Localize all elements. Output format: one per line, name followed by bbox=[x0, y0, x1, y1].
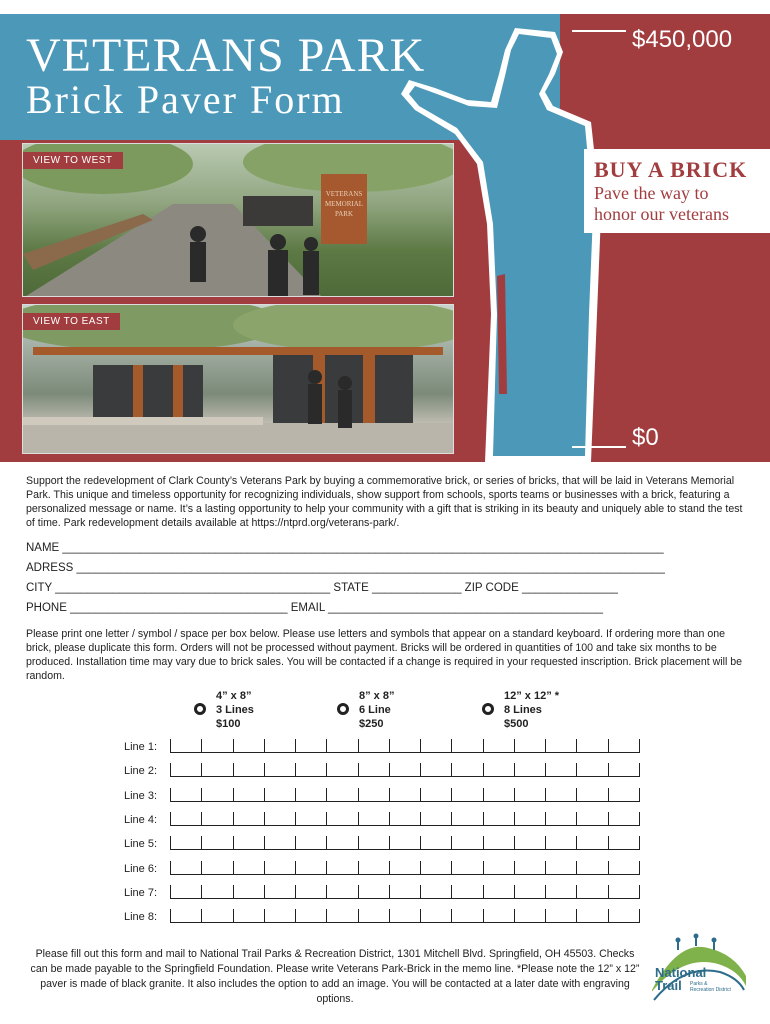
letter-box[interactable] bbox=[609, 739, 640, 753]
letter-box[interactable] bbox=[234, 885, 265, 899]
letter-box[interactable] bbox=[452, 909, 483, 923]
letter-box[interactable] bbox=[265, 788, 296, 802]
letter-box[interactable] bbox=[609, 909, 640, 923]
letter-box[interactable] bbox=[202, 885, 233, 899]
letter-box[interactable] bbox=[171, 788, 202, 802]
letter-box[interactable] bbox=[265, 861, 296, 875]
page-title: VETERANS PARK bbox=[26, 29, 426, 82]
letter-box[interactable] bbox=[359, 788, 390, 802]
letter-box[interactable] bbox=[265, 763, 296, 777]
option-lines: 8 Lines bbox=[504, 704, 542, 716]
letter-box[interactable] bbox=[390, 861, 421, 875]
letter-box[interactable] bbox=[327, 788, 358, 802]
letter-box[interactable] bbox=[171, 763, 202, 777]
letter-box[interactable] bbox=[515, 739, 546, 753]
letter-box[interactable] bbox=[484, 861, 515, 875]
letter-box[interactable] bbox=[296, 788, 327, 802]
letter-box[interactable] bbox=[327, 763, 358, 777]
goal-amount-text: $450,000 bbox=[632, 26, 733, 53]
letter-box[interactable] bbox=[359, 885, 390, 899]
letter-box[interactable] bbox=[327, 885, 358, 899]
letter-boxes bbox=[170, 812, 640, 826]
option-price: $500 bbox=[504, 718, 529, 730]
option-size: 4” x 8” bbox=[216, 690, 252, 702]
letter-box[interactable] bbox=[390, 763, 421, 777]
letter-box[interactable] bbox=[390, 739, 421, 753]
letter-box[interactable] bbox=[515, 861, 546, 875]
letter-box[interactable] bbox=[296, 909, 327, 923]
option-8x8[interactable] bbox=[337, 689, 394, 731]
letter-box[interactable] bbox=[359, 739, 390, 753]
letter-box[interactable] bbox=[577, 861, 608, 875]
letter-box[interactable] bbox=[577, 812, 608, 826]
logo-sub-line2: Recreation District bbox=[690, 987, 731, 993]
option-12x12-text bbox=[504, 689, 559, 731]
letter-box[interactable] bbox=[484, 788, 515, 802]
inscription-line-label: Line 5: bbox=[124, 838, 158, 851]
letter-box[interactable] bbox=[390, 836, 421, 850]
letter-box[interactable] bbox=[296, 763, 327, 777]
start-tick-line bbox=[572, 446, 626, 448]
letter-box[interactable] bbox=[546, 788, 577, 802]
letter-box[interactable] bbox=[171, 909, 202, 923]
sign-line-2: MEMORIAL bbox=[324, 200, 364, 208]
letter-box[interactable] bbox=[296, 861, 327, 875]
buy-a-brick-panel bbox=[584, 149, 770, 233]
letter-box[interactable] bbox=[484, 885, 515, 899]
letter-box[interactable] bbox=[327, 861, 358, 875]
goal-tick-line bbox=[572, 30, 626, 32]
letter-box[interactable] bbox=[202, 861, 233, 875]
inscription-line-label: Line 4: bbox=[124, 813, 158, 826]
logo-name-line1: National bbox=[655, 965, 707, 980]
phone-email-field[interactable]: PHONE __________________________________ EMAIL ___________________________________________ bbox=[26, 602, 604, 614]
letter-boxes bbox=[170, 763, 640, 777]
letter-box[interactable] bbox=[327, 836, 358, 850]
letter-boxes bbox=[170, 739, 640, 753]
letter-box[interactable] bbox=[609, 763, 640, 777]
letter-box[interactable] bbox=[390, 909, 421, 923]
letter-box[interactable] bbox=[234, 812, 265, 826]
letter-box[interactable] bbox=[202, 763, 233, 777]
inscription-line-8 bbox=[124, 909, 640, 923]
letter-box[interactable] bbox=[546, 885, 577, 899]
letter-box[interactable] bbox=[577, 909, 608, 923]
letter-box[interactable] bbox=[609, 788, 640, 802]
letter-box[interactable] bbox=[484, 909, 515, 923]
letter-box[interactable] bbox=[265, 885, 296, 899]
letter-box[interactable] bbox=[234, 909, 265, 923]
letter-box[interactable] bbox=[609, 885, 640, 899]
inscription-line-label: Line 8: bbox=[124, 911, 158, 924]
letter-box[interactable] bbox=[609, 836, 640, 850]
letter-box[interactable] bbox=[171, 836, 202, 850]
letter-box[interactable] bbox=[234, 861, 265, 875]
option-price: $250 bbox=[359, 718, 384, 730]
inscription-line-1 bbox=[124, 739, 640, 753]
letter-box[interactable] bbox=[452, 739, 483, 753]
letter-box[interactable] bbox=[609, 812, 640, 826]
inscription-line-5 bbox=[124, 836, 640, 850]
inscription-line-label: Line 6: bbox=[124, 862, 158, 875]
letter-box[interactable] bbox=[296, 885, 327, 899]
letter-box[interactable] bbox=[577, 763, 608, 777]
letter-box[interactable] bbox=[577, 885, 608, 899]
letter-box[interactable] bbox=[202, 812, 233, 826]
letter-box[interactable] bbox=[234, 763, 265, 777]
radio-4x8[interactable] bbox=[194, 703, 206, 715]
letter-box[interactable] bbox=[421, 885, 452, 899]
letter-box[interactable] bbox=[359, 861, 390, 875]
letter-box[interactable] bbox=[546, 861, 577, 875]
letter-box[interactable] bbox=[171, 812, 202, 826]
letter-box[interactable] bbox=[515, 885, 546, 899]
option-12x12[interactable] bbox=[482, 689, 559, 731]
letter-boxes bbox=[170, 788, 640, 802]
inscription-line-label: Line 1: bbox=[124, 741, 158, 753]
letter-box[interactable] bbox=[609, 861, 640, 875]
letter-box[interactable] bbox=[546, 739, 577, 753]
letter-box[interactable] bbox=[515, 763, 546, 777]
letter-box[interactable] bbox=[452, 812, 483, 826]
letter-box[interactable] bbox=[202, 836, 233, 850]
letter-box[interactable] bbox=[452, 788, 483, 802]
mailing-instructions: Please fill out this form and mail to National Trail Parks & Recreation District, 1301 Mitchell Blvd. Springfield, OH 45503. Checks can be made payable to the Springfield Foundation. Please write Veterans Park-Brick in the memo line. *Please note the 12” x 12” paver is made of black granite. It also includes the option to add an image. You will be contacted at a later date with engraving options. bbox=[30, 948, 640, 1005]
letter-box[interactable] bbox=[421, 836, 452, 850]
sign-line-1: VETERANS bbox=[325, 190, 363, 198]
letter-box[interactable] bbox=[390, 788, 421, 802]
radio-8x8[interactable] bbox=[337, 703, 349, 715]
letter-box[interactable] bbox=[484, 739, 515, 753]
inscription-line-2 bbox=[124, 763, 640, 777]
letter-box[interactable] bbox=[327, 812, 358, 826]
letter-box[interactable] bbox=[359, 763, 390, 777]
letter-box[interactable] bbox=[515, 812, 546, 826]
option-lines: 6 Line bbox=[359, 704, 391, 716]
address-field[interactable]: ADRESS ____________________________________________________________________________________________ bbox=[26, 562, 665, 574]
letter-box[interactable] bbox=[265, 812, 296, 826]
option-size: 8” x 8” bbox=[359, 690, 395, 702]
page-subtitle: Brick Paver Form bbox=[26, 77, 345, 122]
letter-box[interactable] bbox=[202, 909, 233, 923]
letter-box[interactable] bbox=[577, 836, 608, 850]
promo-line-1: Pave the way to bbox=[594, 183, 709, 203]
letter-box[interactable] bbox=[234, 788, 265, 802]
letter-box[interactable] bbox=[359, 812, 390, 826]
goal-amount bbox=[572, 26, 732, 54]
intro-paragraph: Support the redevelopment of Clark County’s Veterans Park by buying a commemorative brick, or series of bricks, that will be laid in Veterans Memorial Park. This unique and timeless opportunity for recognizing individuals, show support from schools, sports teams or businesses with a brick, featuring a personalized message or name. It’s a lasting opportunity to help your community with a gift that is striking in its beauty and uniquely able to stand the test of time. Park redevelopment details available at https://ntprd.org/veterans-park/. bbox=[26, 475, 743, 529]
letter-box[interactable] bbox=[265, 739, 296, 753]
letter-box[interactable] bbox=[421, 788, 452, 802]
start-amount bbox=[572, 424, 659, 452]
letter-box[interactable] bbox=[484, 763, 515, 777]
option-4x8[interactable] bbox=[194, 689, 254, 731]
letter-box[interactable] bbox=[484, 812, 515, 826]
letter-box[interactable] bbox=[327, 909, 358, 923]
letter-box[interactable] bbox=[421, 739, 452, 753]
letter-box[interactable] bbox=[421, 763, 452, 777]
letter-box[interactable] bbox=[171, 885, 202, 899]
option-8x8-text bbox=[359, 689, 394, 731]
letter-box[interactable] bbox=[359, 909, 390, 923]
promo-line-2: honor our veterans bbox=[594, 204, 729, 224]
inscription-line-label: Line 7: bbox=[124, 886, 158, 899]
letter-box[interactable] bbox=[265, 909, 296, 923]
letter-boxes bbox=[170, 909, 640, 923]
city-state-zip-field[interactable]: CITY ___________________________________________ STATE ______________ ZIP CODE _______________ bbox=[26, 582, 618, 594]
radio-12x12[interactable] bbox=[482, 703, 494, 715]
letter-box[interactable] bbox=[296, 812, 327, 826]
letter-box[interactable] bbox=[171, 739, 202, 753]
name-field[interactable]: NAME ______________________________________________________________________________________________ bbox=[26, 542, 664, 554]
letter-box[interactable] bbox=[390, 885, 421, 899]
letter-box[interactable] bbox=[546, 812, 577, 826]
letter-box[interactable] bbox=[296, 739, 327, 753]
logo-name-line2: Trail bbox=[655, 978, 682, 993]
option-price: $100 bbox=[216, 718, 241, 730]
logo-subtitle bbox=[690, 981, 731, 993]
letter-box[interactable] bbox=[484, 836, 515, 850]
inscription-line-3 bbox=[124, 788, 640, 802]
inscription-line-4 bbox=[124, 812, 640, 826]
option-4x8-text bbox=[216, 689, 254, 731]
view-to-east-label: VIEW TO EAST bbox=[23, 313, 120, 330]
letter-box[interactable] bbox=[296, 836, 327, 850]
letter-box[interactable] bbox=[359, 836, 390, 850]
letter-boxes bbox=[170, 861, 640, 875]
letter-box[interactable] bbox=[202, 788, 233, 802]
letter-box[interactable] bbox=[515, 909, 546, 923]
letter-box[interactable] bbox=[577, 739, 608, 753]
letter-boxes bbox=[170, 885, 640, 899]
letter-box[interactable] bbox=[421, 812, 452, 826]
inscription-line-label: Line 2: bbox=[124, 765, 158, 778]
inscription-line-6 bbox=[124, 861, 640, 875]
letter-box[interactable] bbox=[452, 763, 483, 777]
letter-box[interactable] bbox=[515, 836, 546, 850]
letter-box[interactable] bbox=[546, 763, 577, 777]
letter-box[interactable] bbox=[546, 836, 577, 850]
option-lines: 3 Lines bbox=[216, 704, 254, 716]
photo-view-to-east bbox=[22, 304, 454, 454]
photo-view-to-west bbox=[22, 143, 454, 297]
letter-box[interactable] bbox=[234, 739, 265, 753]
letter-box[interactable] bbox=[452, 836, 483, 850]
letter-box[interactable] bbox=[265, 836, 296, 850]
letter-box[interactable] bbox=[515, 788, 546, 802]
letter-box[interactable] bbox=[546, 909, 577, 923]
letter-box[interactable] bbox=[171, 861, 202, 875]
inscription-line-label: Line 3: bbox=[124, 789, 158, 802]
letter-box[interactable] bbox=[390, 812, 421, 826]
letter-box[interactable] bbox=[421, 909, 452, 923]
start-amount-text: $0 bbox=[632, 424, 659, 451]
letter-box[interactable] bbox=[452, 885, 483, 899]
view-to-west-label: VIEW TO WEST bbox=[23, 152, 123, 169]
letter-box[interactable] bbox=[421, 861, 452, 875]
letter-box[interactable] bbox=[202, 739, 233, 753]
letter-box[interactable] bbox=[327, 739, 358, 753]
promo-heading: BUY A BRICK bbox=[594, 157, 748, 182]
letter-box[interactable] bbox=[577, 788, 608, 802]
letter-box[interactable] bbox=[234, 836, 265, 850]
logo-sub-line1: Parks & bbox=[690, 981, 708, 987]
letter-boxes bbox=[170, 836, 640, 850]
instructions-paragraph: Please print one letter / symbol / space per box below. Please use letters and symbols that appear on a standard keyboard. If ordering more than one brick, please duplicate this form. Orders will not be processed without payment. Bricks will be ordered in quantities of 100 and take six months to be produced. Installation time may vary due to brick sales. You will be contacted if a change is required in your requested inscription. Brick placement will be random. bbox=[26, 628, 743, 682]
letter-box[interactable] bbox=[452, 861, 483, 875]
option-size: 12” x 12” * bbox=[504, 690, 560, 702]
sign-line-3: PARK bbox=[334, 210, 354, 218]
inscription-line-7 bbox=[124, 885, 640, 899]
